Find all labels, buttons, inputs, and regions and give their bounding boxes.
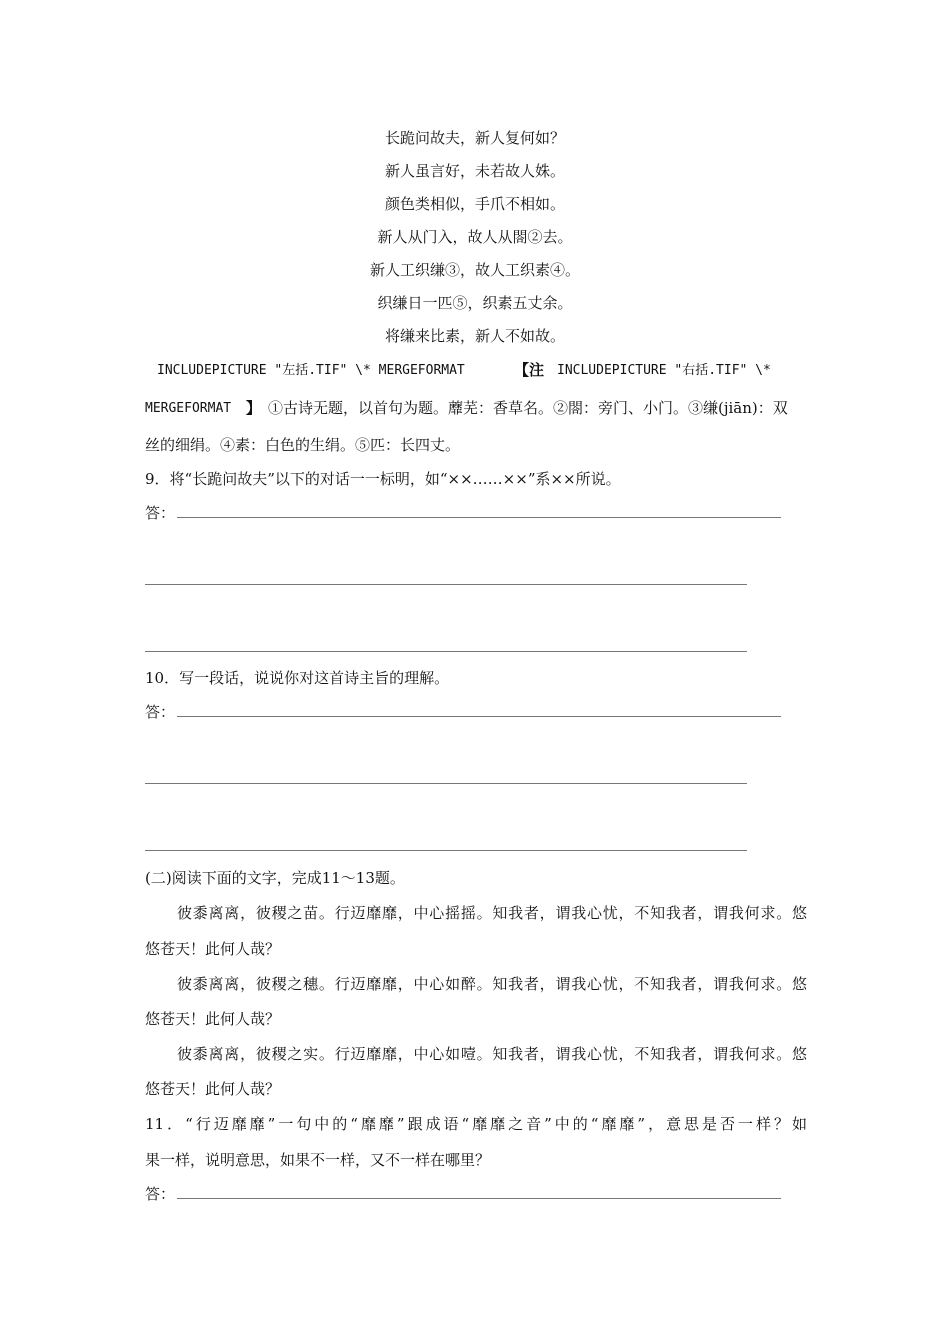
question-10: 10．写一段话，说说你对这首诗主旨的理解。 xyxy=(145,669,450,687)
stanza-1-line-2: 悠苍天！此何人哉？ xyxy=(145,940,281,958)
question-11-line-1: 11．“行迈靡靡”一句中的“靡靡”跟成语“靡靡之音”中的“靡靡”，意思是否一样？如 xyxy=(145,1115,807,1133)
answer-label-9: 答： xyxy=(145,504,176,522)
answer-line xyxy=(177,716,781,717)
poem-line-5: 新人工织缣③，故人工织素④。 xyxy=(369,261,580,279)
poem-line-3: 颜色类相似，手爪不相如。 xyxy=(384,195,565,213)
field-code-right: INCLUDEPICTURE "右括.TIF" \* xyxy=(557,363,771,378)
answer-line xyxy=(177,517,781,518)
answer-line xyxy=(145,850,747,851)
stanza-3-line-1: 彼黍离离，彼稷之实。行迈靡靡，中心如噎。知我者，谓我心忧，不知我者，谓我何求。悠 xyxy=(177,1045,807,1063)
notes-line-2: ①古诗无题，以首句为题。蘼芜：香草名。②閤：旁门、小门。③缣(jiān)：双 xyxy=(268,399,788,417)
answer-line xyxy=(145,651,747,652)
poem-line-4: 新人从门入，故人从閤②去。 xyxy=(377,228,573,246)
answer-label-10: 答： xyxy=(145,703,176,721)
field-code-tail: MERGEFORMAT xyxy=(145,401,232,416)
answer-line xyxy=(145,584,747,585)
answer-line xyxy=(145,783,747,784)
field-code-left: INCLUDEPICTURE "左括.TIF" \* MERGEFORMAT xyxy=(157,363,465,378)
answer-label-11: 答： xyxy=(145,1185,176,1203)
poem-line-7: 将缣来比素，新人不如故。 xyxy=(384,327,565,345)
stanza-2-line-2: 悠苍天！此何人哉？ xyxy=(145,1010,281,1028)
section-2-heading: (二)阅读下面的文字，完成11～13题。 xyxy=(145,869,405,887)
notes-line-3: 丝的细绢。④素：白色的生绢。⑤匹：长四丈。 xyxy=(145,436,461,454)
question-11-line-2: 果一样，说明意思，如果不一样，又不一样在哪里？ xyxy=(145,1151,491,1169)
answer-line xyxy=(177,1198,781,1199)
question-9: 9．将“长跪问故夫”以下的对话一一标明，如“××……××”系××所说。 xyxy=(145,470,621,488)
poem-line-1: 长跪问故夫，新人复何如？ xyxy=(384,129,565,147)
notes-bracket-close: 】 xyxy=(246,399,262,417)
notes-bracket-open: 【注 xyxy=(514,361,545,379)
stanza-2-line-1: 彼黍离离，彼稷之穗。行迈靡靡，中心如醉。知我者，谓我心忧，不知我者，谓我何求。悠 xyxy=(177,975,807,993)
poem-line-6: 织缣日一匹⑤，织素五丈余。 xyxy=(377,294,573,312)
stanza-1-line-1: 彼黍离离，彼稷之苗。行迈靡靡，中心摇摇。知我者，谓我心忧，不知我者，谓我何求。悠 xyxy=(177,904,807,922)
stanza-3-line-2: 悠苍天！此何人哉？ xyxy=(145,1080,281,1098)
poem-line-2: 新人虽言好，未若故人姝。 xyxy=(384,162,565,180)
